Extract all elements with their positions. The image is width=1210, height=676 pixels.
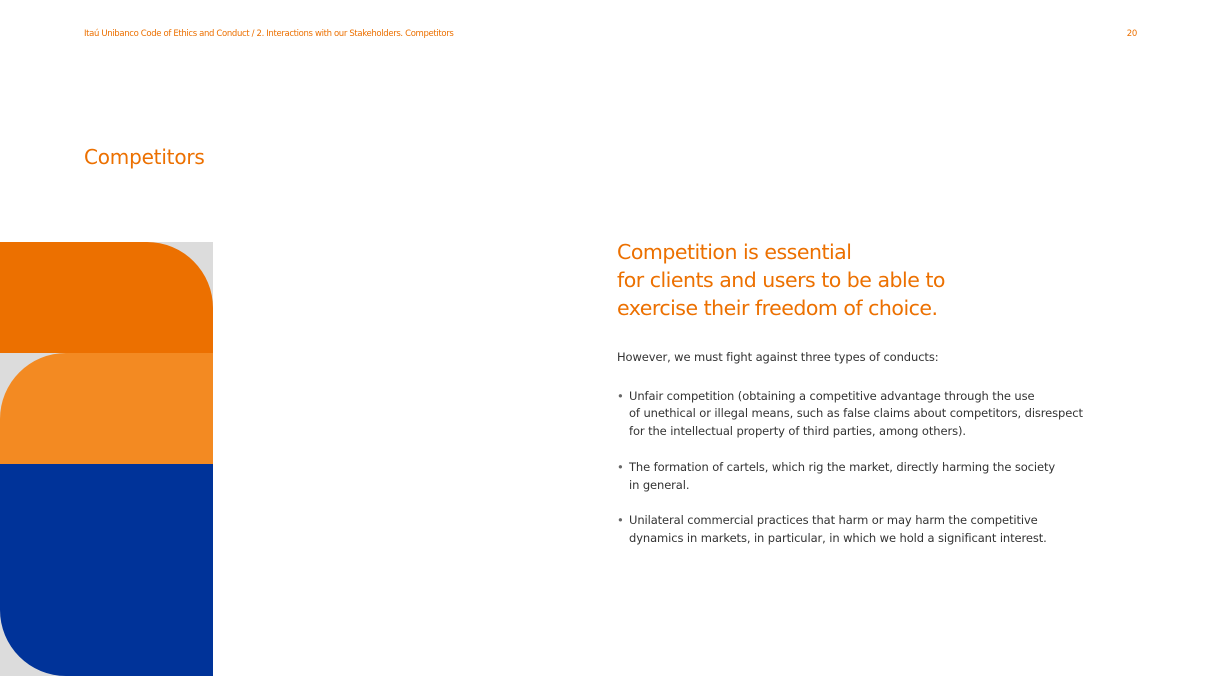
list-item-line: Unfair competition (obtaining a competitive advantage through the use (629, 388, 1035, 403)
blue-block (0, 464, 213, 676)
bullet-marker: • (617, 459, 624, 474)
bullet-marker: • (617, 513, 624, 528)
conduct-list (617, 388, 1117, 549)
section-title: Competitors (84, 145, 205, 169)
lead-line: exercise their freedom of choice. (617, 296, 938, 320)
list-item-text (629, 388, 1117, 441)
lead-line: for clients and users to be able to (617, 268, 945, 292)
orange-block (0, 242, 213, 353)
page-number: 20 (1126, 29, 1137, 39)
list-item-line: The formation of cartels, which rig the market, directly harming the society (629, 459, 1056, 474)
intro-paragraph: However, we must fight against three types of conducts: (617, 350, 939, 364)
list-item (617, 512, 1117, 548)
list-item (617, 388, 1117, 441)
list-item-text (629, 459, 1117, 495)
content-column (617, 238, 1117, 566)
list-item-line: dynamics in markets, in particular, in which we hold a significant interest. (629, 531, 1047, 546)
list-item-line: Unilateral commercial practices that harm or may harm the competitive (629, 513, 1038, 528)
list-item-line: in general. (629, 477, 690, 492)
lead-statement (617, 238, 1117, 322)
running-header-breadcrumb: Itaú Unibanco Code of Ethics and Conduct / 2. Interactions with our Stakeholders. Competitors (84, 29, 454, 39)
light-orange-block (0, 353, 213, 464)
decorative-color-blocks (0, 242, 213, 676)
list-item-line: of unethical or illegal means, such as false claims about competitors, disrespect (629, 406, 1083, 421)
list-item-text (629, 512, 1117, 548)
bullet-marker: • (617, 388, 624, 403)
list-item-line: for the intellectual property of third parties, among others). (629, 424, 966, 439)
lead-line: Competition is essential (617, 240, 852, 264)
list-item (617, 459, 1117, 495)
